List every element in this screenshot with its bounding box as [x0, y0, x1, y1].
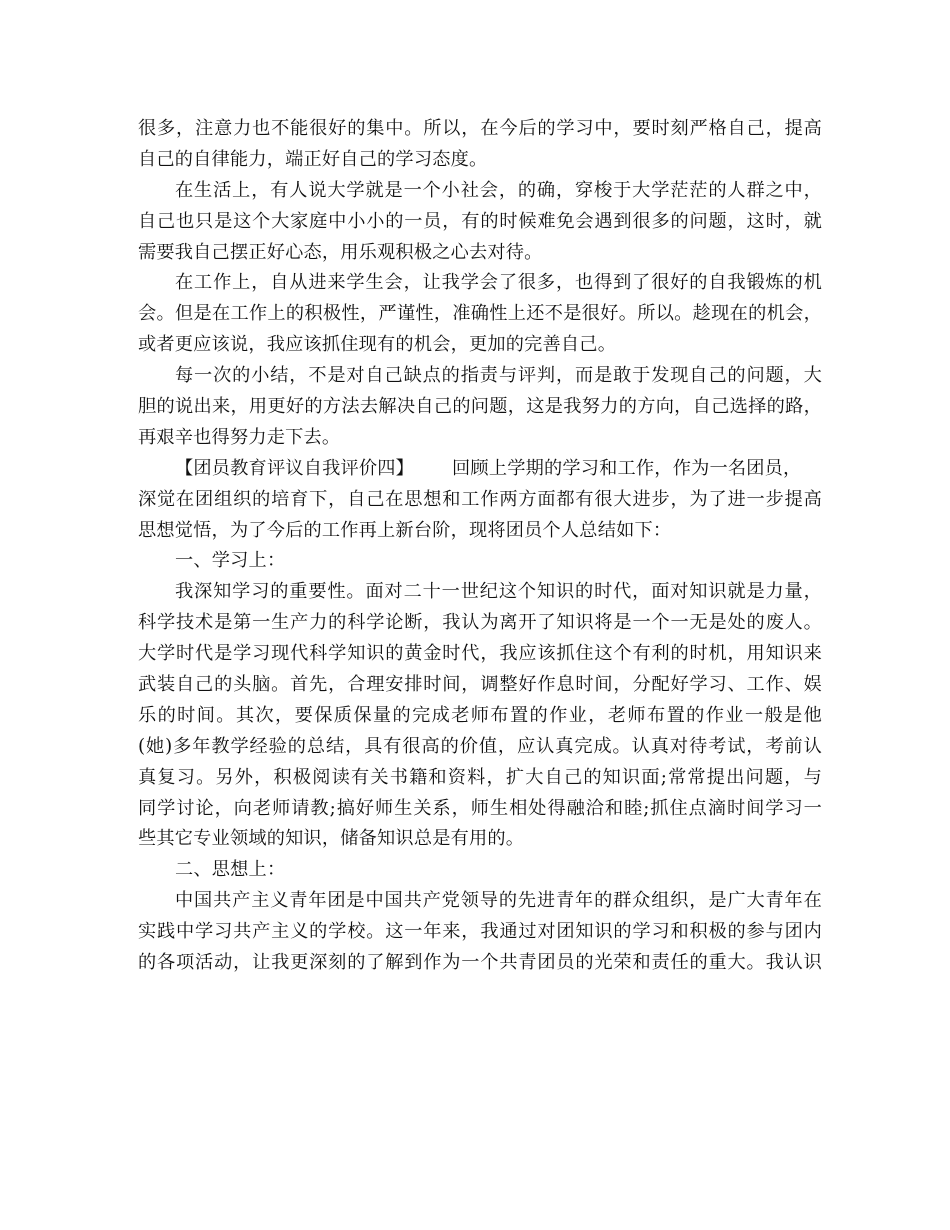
- text-line: 胆的说出来，用更好的方法去解决自己的问题，这是我努力的方向，自己选择的路，: [138, 396, 822, 418]
- text-line: 我深知学习的重要性。面对二十一世纪这个知识的时代，面对知识就是力量，: [175, 581, 822, 603]
- text-line: 再艰辛也得努力走下去。: [138, 426, 341, 448]
- text-line: 中国共产主义青年团是中国共产党领导的先进青年的群众组织，是广大青年在: [175, 890, 822, 912]
- paragraph-2: [138, 176, 822, 269]
- text-line: 实践中学习共产主义的学校。这一年来，我通过对团知识的学习和积极的参与团内: [138, 921, 822, 943]
- paragraph-6: [138, 546, 822, 577]
- text-line: 自己的自律能力，端正好自己的学习态度。: [138, 148, 488, 170]
- text-line: 科学技术是第一生产力的科学论断，我认为离开了知识将是一个一无是处的废人。: [138, 612, 822, 634]
- paragraph-5: [138, 454, 822, 547]
- text-line: 同学讨论，向老师请教;搞好师生关系，师生相处得融洽和睦;抓住点滴时间学习一: [138, 797, 822, 819]
- paragraph-7: [138, 577, 822, 855]
- section-heading-line: [138, 454, 822, 485]
- text-line: 思想觉悟，为了今后的工作再上新台阶，现将团员个人总结如下：: [138, 519, 672, 541]
- text-line: 真复习。另外，积极阅读有关书籍和资料，扩大自己的知识面;常常提出问题，与: [138, 766, 822, 788]
- paragraph-8: [138, 855, 822, 886]
- text-line: 的各项活动，让我更深刻的了解到作为一个共青团员的光荣和责任的重大。我认识: [138, 952, 822, 974]
- paragraph-3: [138, 268, 822, 361]
- text-line: 武装自己的头脑。首先，合理安排时间，调整好作息时间，分配好学习、工作、娱: [138, 674, 822, 696]
- paragraph-9: [138, 886, 822, 979]
- paragraph-4: [138, 361, 822, 454]
- section-heading: 【团员教育评议自我评价四】: [175, 457, 415, 479]
- text-line: 在工作上，自从进来学生会，让我学会了很多，也得到了很好的自我锻炼的机: [175, 272, 822, 294]
- text-line: 很多，注意力也不能很好的集中。所以，在今后的学习中，要时刻严格自己，提高: [138, 118, 822, 139]
- text-line: (她)多年教学经验的总结，具有很高的价值，应认真完成。认真对待考试，考前认: [138, 735, 822, 757]
- text-line: 或者更应该说，我应该抓住现有的机会，更加的完善自己。: [138, 334, 617, 356]
- text-line: 每一次的小结，不是对自己缺点的指责与评判，而是敢于发现自己的问题，大: [175, 365, 822, 387]
- text-line: 在生活上，有人说大学就是一个小社会，的确，穿梭于大学茫茫的人群之中，: [175, 179, 822, 201]
- text-line: 需要我自己摆正好心态，用乐观积极之心去对待。: [138, 241, 543, 263]
- text-line: 乐的时间。其次，要保质保量的完成老师布置的作业，老师布置的作业一般是他: [138, 704, 822, 726]
- text-line: 会。但是在工作上的积极性，严谨性，准确性上还不是很好。所以。趁现在的机会，: [138, 303, 822, 325]
- subheading-thought: 二、思想上：: [175, 859, 286, 881]
- document-body: [138, 114, 822, 979]
- text-line: 些其它专业领域的知识，储备知识总是有用的。: [138, 828, 525, 850]
- subheading-study: 一、学习上：: [175, 550, 286, 572]
- text-line: 自己也只是这个大家庭中小小的一员，有的时候难免会遇到很多的问题，这时，就: [138, 210, 822, 232]
- text-line: 深觉在团组织的培育下，自己在思想和工作两方面都有很大进步，为了进一步提高: [138, 488, 822, 510]
- paragraph-1: [138, 114, 822, 176]
- text-line: 大学时代是学习现代科学知识的黄金时代，我应该抓住这个有利的时机，用知识来: [138, 643, 822, 665]
- section-heading-tail: 回顾上学期的学习和工作，作为一名团员，: [452, 457, 802, 479]
